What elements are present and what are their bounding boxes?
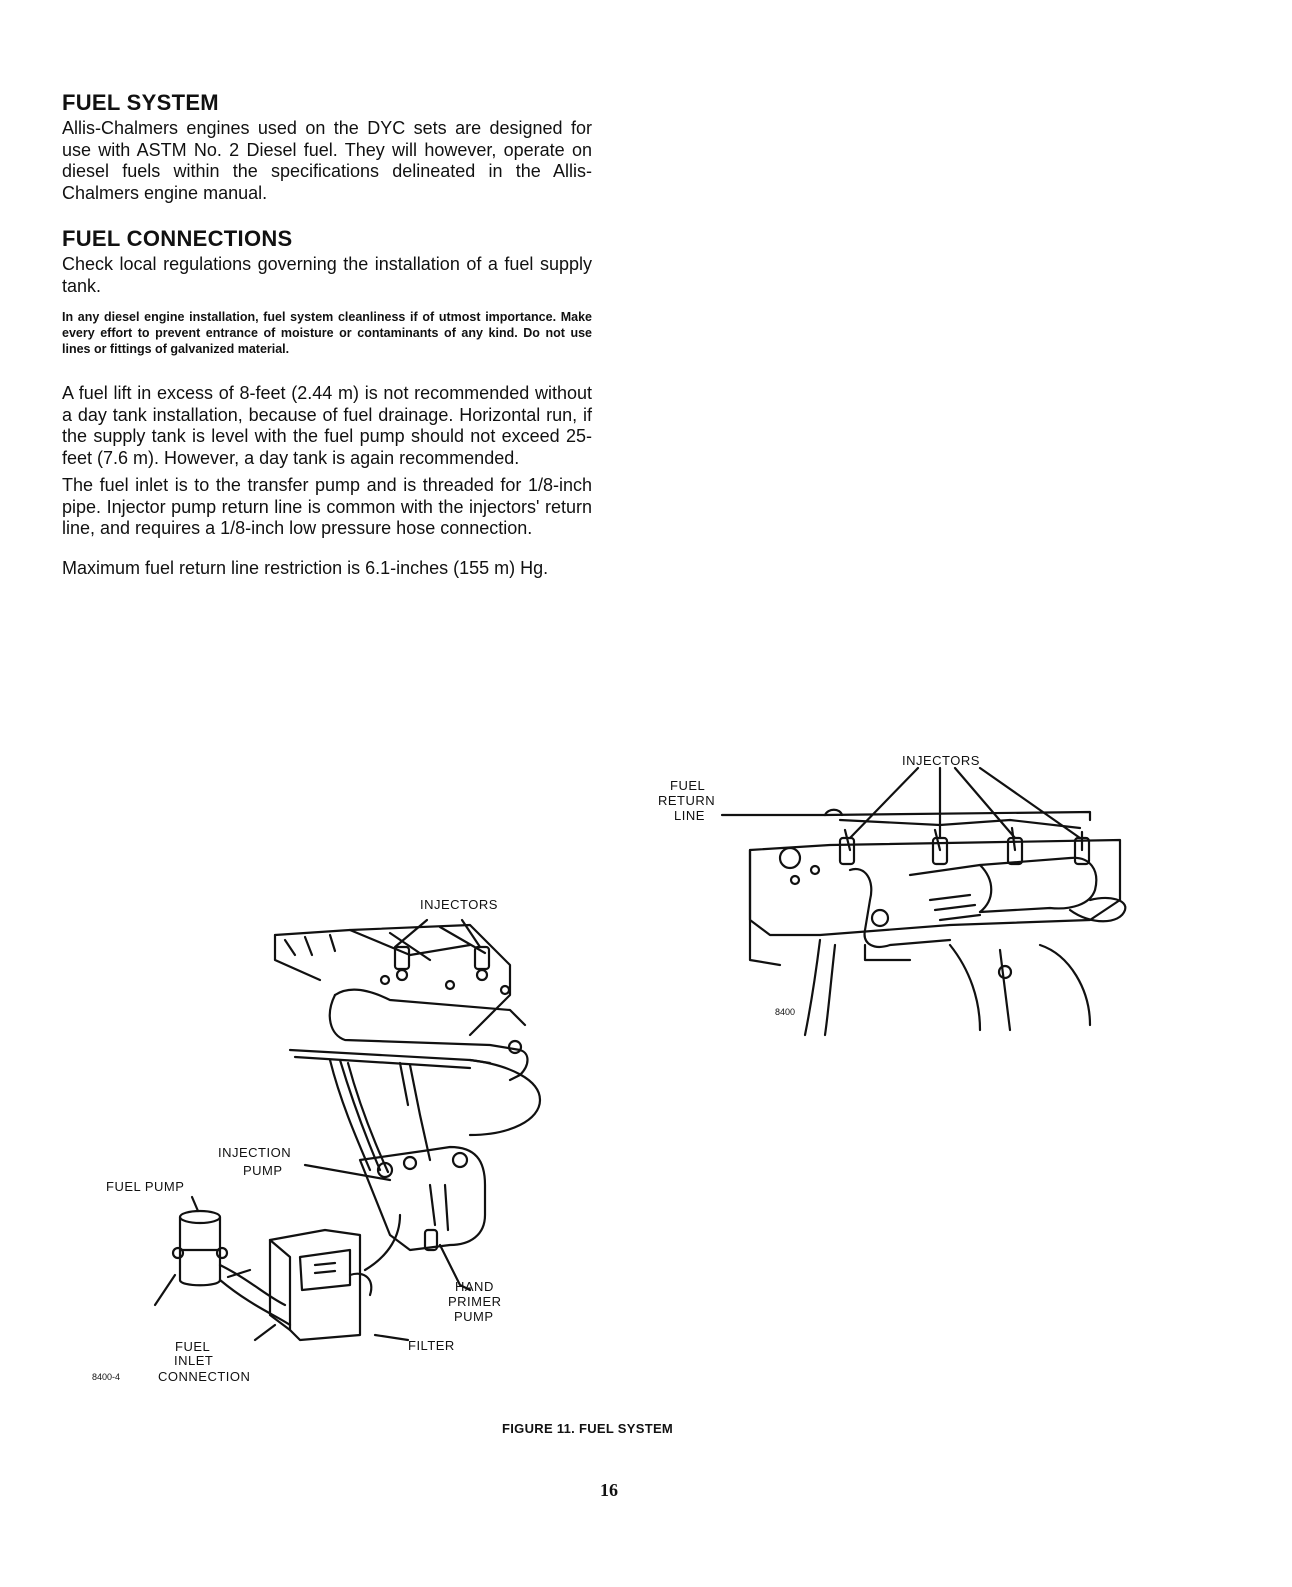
fuel-inlet-paragraph: The fuel inlet is to the transfer pump and is threaded for 1/8-inch pipe. Injector pump return line is common with the injectors' return line, and requires a 1/8-inch low pressure hose connection.	[62, 475, 592, 538]
primer-pump-label: PUMP	[454, 1309, 494, 1324]
cleanliness-caution: In any diesel engine installation, fuel system cleanliness if of utmost importance. Make every effort to prevent entrance of moisture or contaminants of any kind. Do not use lines or fittings of galvanized material.	[62, 310, 592, 356]
fuel-return-return-label: RETURN	[658, 793, 716, 808]
right-injectors-label: INJECTORS	[902, 753, 980, 768]
page-number: 16	[600, 1480, 618, 1500]
fuel-pump-illustration	[90, 885, 560, 1390]
figure-caption: FIGURE 11. FUEL SYSTEM	[502, 1421, 674, 1436]
filter-label: FILTER	[408, 1338, 455, 1353]
fuel-lift-paragraph: A fuel lift in excess of 8-feet (2.44 m) is not recommended without a day tank installation, because of fuel drainage. Horizontal run, if the supply tank is level with the fuel pump should not exceed 25-feet (7.6 m). However, a day tank is again recommended.	[62, 383, 592, 468]
text-column	[62, 90, 592, 579]
fuel-system-body: Allis-Chalmers engines used on the DYC sets are designed for use with ASTM No. 2 Diesel fuel. They will however, operate on diesel fuels within the specifications delineated in the Allis-Chalmers engine manual.	[62, 118, 592, 203]
injection-pump-label: PUMP	[243, 1163, 283, 1178]
fuel-inlet-connection-label: CONNECTION	[158, 1369, 251, 1384]
injection-label: INJECTION	[218, 1145, 292, 1160]
injectors-label: INJECTORS	[420, 897, 498, 912]
fuel-return-fuel-label: FUEL	[670, 778, 706, 793]
fuel-return-line-label: LINE	[674, 808, 705, 823]
figure-right-code: 8400	[775, 1007, 796, 1017]
injectors-return-illustration	[650, 750, 1150, 1040]
fuel-connections-intro: Check local regulations governing the installation of a fuel supply tank.	[62, 254, 592, 296]
primer-label: PRIMER	[448, 1294, 502, 1309]
fuel-inlet-inlet-label: INLET	[174, 1353, 214, 1368]
figure-left-code: 8400-4	[92, 1372, 121, 1382]
fuel-system-heading: FUEL SYSTEM	[62, 90, 219, 115]
fuel-inlet-fuel-label: FUEL	[175, 1339, 211, 1354]
hand-label: HAND	[455, 1279, 494, 1294]
return-restriction-paragraph: Maximum fuel return line restriction is 6.1-inches (155 m) Hg.	[62, 557, 549, 578]
fuel-pump-label: FUEL PUMP	[106, 1179, 185, 1194]
fuel-connections-heading: FUEL CONNECTIONS	[62, 226, 293, 251]
